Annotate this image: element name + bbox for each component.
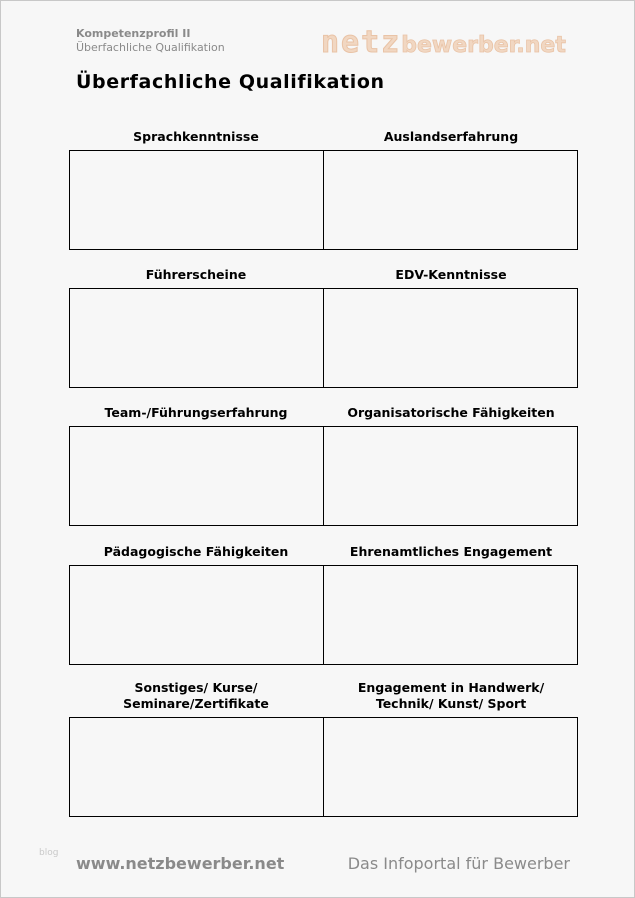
section-box-row-5 bbox=[69, 717, 578, 817]
box-edv-kenntnisse[interactable] bbox=[324, 289, 577, 387]
box-organisatorische-faehigkeiten[interactable] bbox=[324, 427, 577, 525]
watermark-text: blog bbox=[39, 848, 59, 858]
box-ehrenamtliches-engagement[interactable] bbox=[324, 566, 577, 664]
box-fuehrerscheine[interactable] bbox=[70, 289, 324, 387]
box-sonstiges-kurse[interactable] bbox=[70, 718, 324, 816]
footer-url[interactable]: www.netzbewerber.net bbox=[76, 854, 285, 873]
section-box-row-2 bbox=[69, 288, 578, 388]
box-auslandserfahrung[interactable] bbox=[324, 151, 577, 249]
box-sprachkenntnisse[interactable] bbox=[70, 151, 324, 249]
section-label-edv-kenntnisse: EDV-Kenntnisse bbox=[395, 267, 507, 282]
section-label-organisatorische-faehigkeiten: Organisatorische Fähigkeiten bbox=[347, 405, 555, 420]
header-subtitle: Überfachliche Qualifikation bbox=[76, 41, 225, 54]
section-box-row-3 bbox=[69, 426, 578, 526]
footer-tagline: Das Infoportal für Bewerber bbox=[347, 854, 570, 873]
section-label-fuehrerscheine: Führerscheine bbox=[145, 267, 247, 282]
box-team-fuehrungserfahrung[interactable] bbox=[70, 427, 324, 525]
section-label-engagement-handwerk: Engagement in Handwerk/ Technik/ Kunst/ Sport bbox=[357, 680, 545, 711]
section-label-team-fuehrungserfahrung: Team-/Führungserfahrung bbox=[104, 405, 288, 420]
section-box-row-4 bbox=[69, 565, 578, 665]
box-paedagogische-faehigkeiten[interactable] bbox=[70, 566, 324, 664]
section-label-paedagogische-faehigkeiten: Pädagogische Fähigkeiten bbox=[103, 544, 289, 559]
section-label-auslandserfahrung: Auslandserfahrung bbox=[383, 129, 519, 144]
section-box-row-1 bbox=[69, 150, 578, 250]
section-label-ehrenamtliches-engagement: Ehrenamtliches Engagement bbox=[349, 544, 553, 559]
box-engagement-handwerk[interactable] bbox=[324, 718, 577, 816]
header-title: Kompetenzprofil II bbox=[76, 27, 191, 40]
logo-main-text: netz bbox=[321, 25, 402, 60]
netzbewerber-logo bbox=[321, 25, 566, 60]
section-label-sprachkenntnisse: Sprachkenntnisse bbox=[133, 129, 259, 144]
logo-sub-text: bewerber.net bbox=[401, 33, 566, 58]
page-title: Überfachliche Qualifikation bbox=[76, 71, 385, 93]
section-label-sonstiges-kurse: Sonstiges/ Kurse/ Seminare/Zertifikate bbox=[123, 680, 269, 711]
